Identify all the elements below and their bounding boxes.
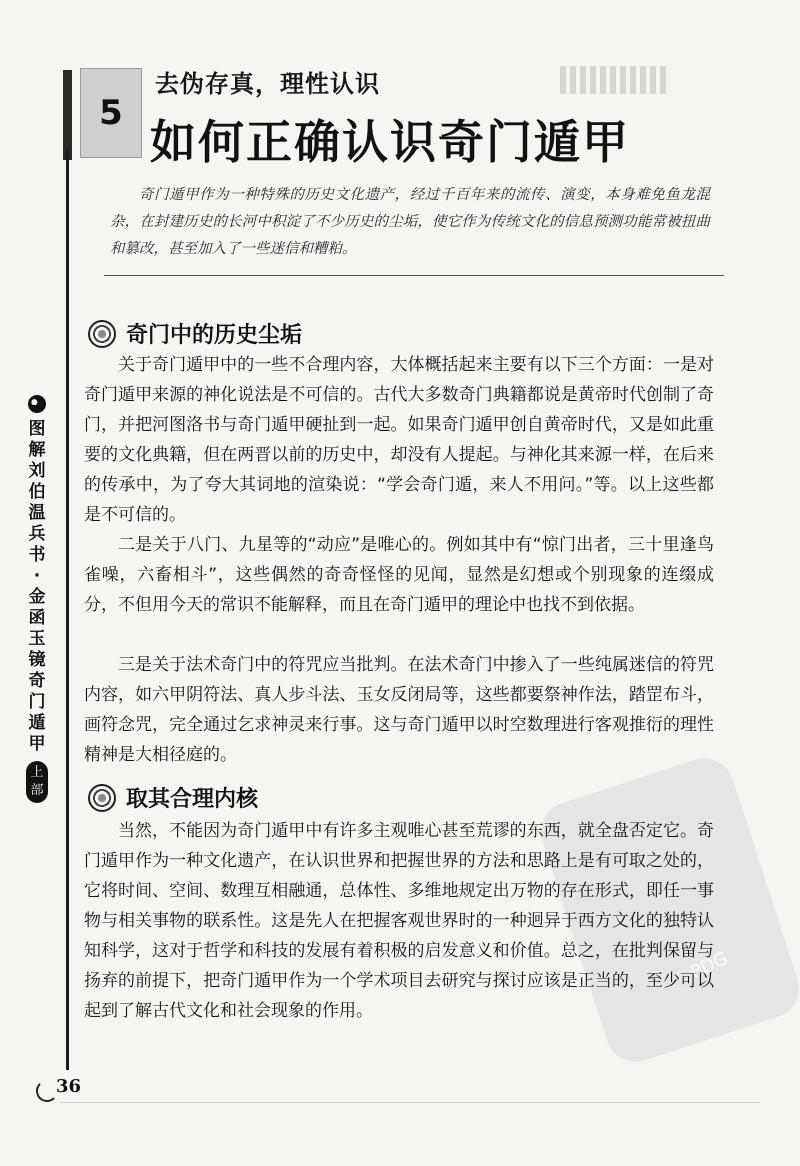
side-book-title: 图解刘伯温兵书·金函玉镜奇门遁甲	[28, 419, 46, 754]
watermark-label: PDG	[687, 947, 732, 984]
section-ornament-icon	[88, 320, 116, 348]
section-heading-text: 取其合理内核	[126, 787, 259, 812]
intro-paragraph: 奇门遁甲作为一种特殊的历史文化遗产，经过千百年来的流传、演变，本身难免鱼龙混杂，在封建历史的长河中积淀了不少历史的尘垢，使它作为传统文化的信息预测功能常被扭曲和篡改，甚至加入了一些迷信和糟粕。	[110, 187, 710, 257]
spine-top-bar	[63, 70, 72, 160]
chapter-subtitle: 去伪存真，理性认识	[155, 70, 380, 98]
section-heading-2	[88, 782, 258, 813]
section-ornament-icon	[88, 784, 116, 812]
title-decoration	[560, 66, 670, 94]
chapter-title: 如何正确认识奇门遁甲	[150, 115, 630, 169]
spine-line	[66, 150, 69, 1070]
side-book-label	[22, 395, 52, 803]
paragraph: 当然，不能因为奇门遁甲中有许多主观唯心甚至荒谬的东西，就全盘否定它。奇门遁甲作为一种文化遗产，在认识世界和把握世界的方法和思路上是有可取之处的，它将时间、空间、数理互相融通，总体性、多维地规定出万物的存在形式，即任一事物与相关事物的联系性。这是先人在把握客观世界时的一种迥异于西方文化的独特认知科学，这对于哲学和科技的发展有着积极的启发意义和价值。总之，在批判保留与扬弃的前提下，把奇门遁甲作为一个学术项目去研究与探讨应该是正当的，至少可以起到了解古代文化和社会现象的作用。	[84, 821, 714, 1021]
paragraph: 二是关于八门、九星等的“动应”是唯心的。例如其中有“惊门出者，三十里逢鸟雀噪，六畜相斗”，这些偶然的奇奇怪怪的见闻，显然是幻想或个别现象的连缀成分，不但用今天的常识不能解释，而且在奇门遁甲的理论中也找不到依据。	[84, 535, 714, 615]
paragraph: 三是关于法术奇门中的符咒应当批判。在法术奇门中掺入了一些纯属迷信的符咒内容，如六甲阴符法、真人步斗法、玉女反闭局等，这些都要祭神作法，踏罡布斗，画符念咒，完全通过乞求神灵来行事。这与奇门遁甲以时空数理进行客观推衍的理性精神是大相径庭的。	[84, 655, 714, 765]
page-curl-icon	[36, 1080, 58, 1102]
side-part-badge: 上部	[26, 761, 48, 803]
paragraph: 关于奇门遁甲中的一些不合理内容，大体概括起来主要有以下三个方面：一是对奇门遁甲来源的神化说法是不可信的。古代大多数奇门典籍都说是黄帝时代创制了奇门，并把河图洛书与奇门遁甲硬扯到一起。如果奇门遁甲创自黄帝时代，又是如此重要的文化典籍，但在两晋以前的历史中，却没有人提起。与神化其来源一样，在后来的传承中，为了夸大其词地的渲染说：“学会奇门遁，来人不用问。”等。以上这些都是不可信的。	[84, 355, 714, 525]
section-heading-text: 奇门中的历史尘垢	[126, 323, 303, 348]
section-heading-1	[88, 318, 302, 349]
bottom-divider	[60, 1102, 760, 1103]
yin-yang-icon	[28, 395, 46, 413]
intro-divider	[104, 275, 724, 276]
chapter-number: 5	[99, 93, 123, 133]
page-number: 36	[56, 1076, 82, 1097]
chapter-number-box	[80, 68, 142, 158]
